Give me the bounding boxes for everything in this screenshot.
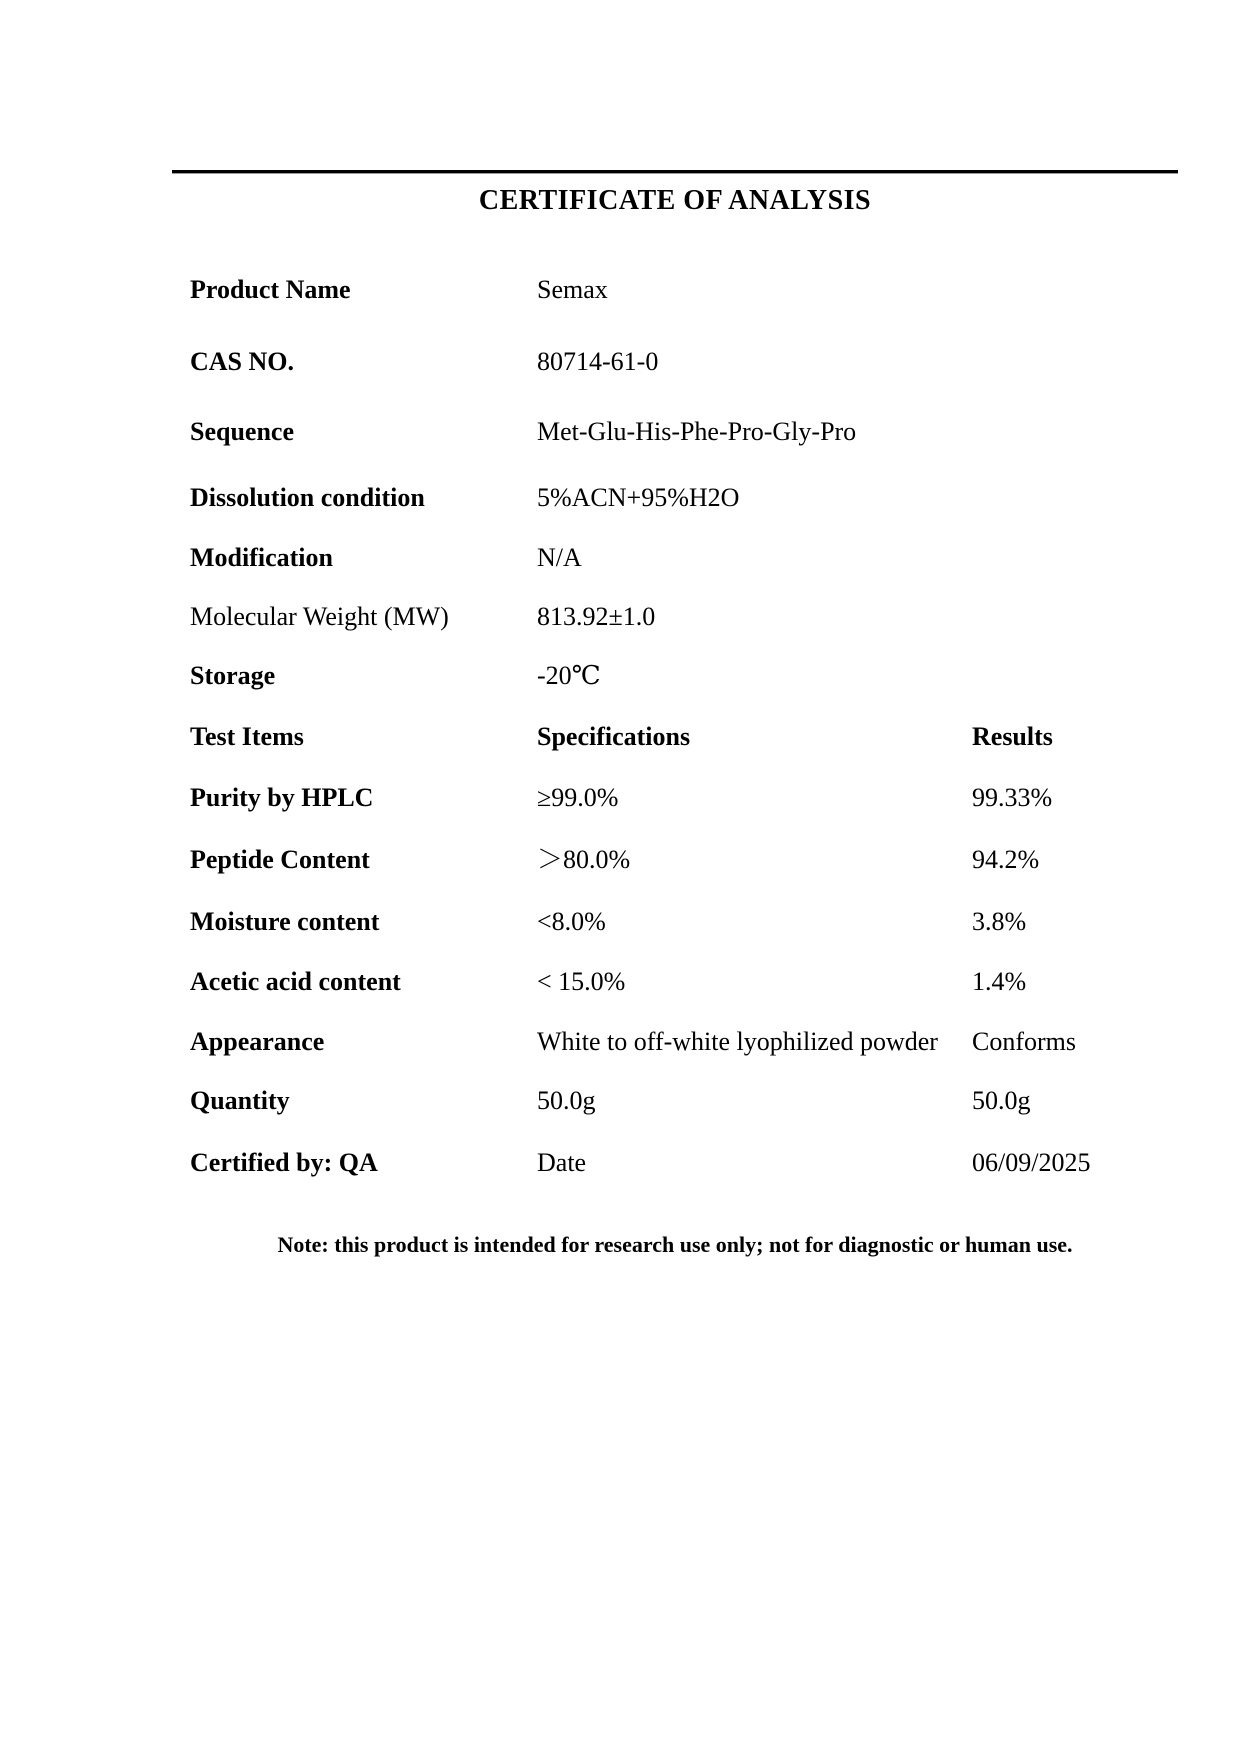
field-value: -20℃ bbox=[537, 661, 601, 690]
table-row-quantity bbox=[190, 1086, 1178, 1116]
table-row-purity bbox=[190, 783, 1178, 813]
field-label: Sequence bbox=[190, 417, 294, 446]
field-value: N/A bbox=[537, 543, 582, 572]
test-spec: White to off-white lyophilized powder bbox=[537, 1027, 938, 1056]
field-label: Molecular Weight (MW) bbox=[190, 602, 449, 631]
test-result: Conforms bbox=[972, 1027, 1076, 1056]
field-label: Dissolution condition bbox=[190, 483, 425, 512]
test-item: Moisture content bbox=[190, 907, 380, 936]
row-product-name bbox=[190, 275, 1178, 305]
row-certified-by bbox=[190, 1148, 1178, 1178]
field-label: CAS NO. bbox=[190, 347, 295, 376]
test-spec: 50.0g bbox=[537, 1086, 596, 1115]
date-label: Date bbox=[537, 1148, 587, 1177]
certified-by-label: Certified by: QA bbox=[190, 1148, 378, 1177]
field-value: Met-Glu-His-Phe-Pro-Gly-Pro bbox=[537, 417, 857, 446]
test-result: 1.4% bbox=[972, 967, 1027, 996]
test-spec: ＞80.0% bbox=[537, 845, 631, 874]
row-molecular-weight bbox=[190, 602, 1178, 632]
test-spec: ≥99.0% bbox=[537, 783, 619, 812]
test-result: 94.2% bbox=[972, 845, 1040, 874]
field-label: Storage bbox=[190, 661, 276, 690]
test-result: 50.0g bbox=[972, 1086, 1031, 1115]
row-sequence bbox=[190, 417, 1178, 447]
row-cas-no bbox=[190, 347, 1178, 377]
test-item: Purity by HPLC bbox=[190, 783, 374, 812]
page-title: CERTIFICATE OF ANALYSIS bbox=[478, 185, 872, 216]
test-spec: < 15.0% bbox=[537, 967, 626, 996]
field-value: 813.92±1.0 bbox=[537, 602, 656, 631]
test-item: Peptide Content bbox=[190, 845, 370, 874]
test-item: Acetic acid content bbox=[190, 967, 401, 996]
column-header-specifications: Specifications bbox=[537, 722, 691, 751]
field-value: 80714-61-0 bbox=[537, 347, 659, 376]
field-label: Product Name bbox=[190, 275, 351, 304]
field-value: Semax bbox=[537, 275, 608, 304]
test-spec: <8.0% bbox=[537, 907, 606, 936]
test-result: 3.8% bbox=[972, 907, 1027, 936]
column-header-results: Results bbox=[972, 722, 1053, 751]
date-value: 06/09/2025 bbox=[972, 1148, 1091, 1177]
row-dissolution-condition bbox=[190, 483, 1178, 513]
test-result: 99.33% bbox=[972, 783, 1053, 812]
field-label: Modification bbox=[190, 543, 333, 572]
table-row-peptide-content bbox=[190, 845, 1178, 875]
table-row-appearance bbox=[190, 1027, 1178, 1057]
table-header-row bbox=[190, 722, 1178, 752]
header-rule bbox=[172, 170, 1178, 174]
table-row-moisture-content bbox=[190, 907, 1178, 937]
test-item: Appearance bbox=[190, 1027, 325, 1056]
research-use-note: Note: this product is intended for research use only; not for diagnostic or human use. bbox=[277, 1232, 1073, 1257]
test-item: Quantity bbox=[190, 1086, 290, 1115]
table-row-acetic-acid-content bbox=[190, 967, 1178, 997]
field-value: 5%ACN+95%H2O bbox=[537, 483, 740, 512]
row-modification bbox=[190, 543, 1178, 573]
column-header-test-items: Test Items bbox=[190, 722, 304, 751]
row-storage bbox=[190, 661, 1178, 691]
